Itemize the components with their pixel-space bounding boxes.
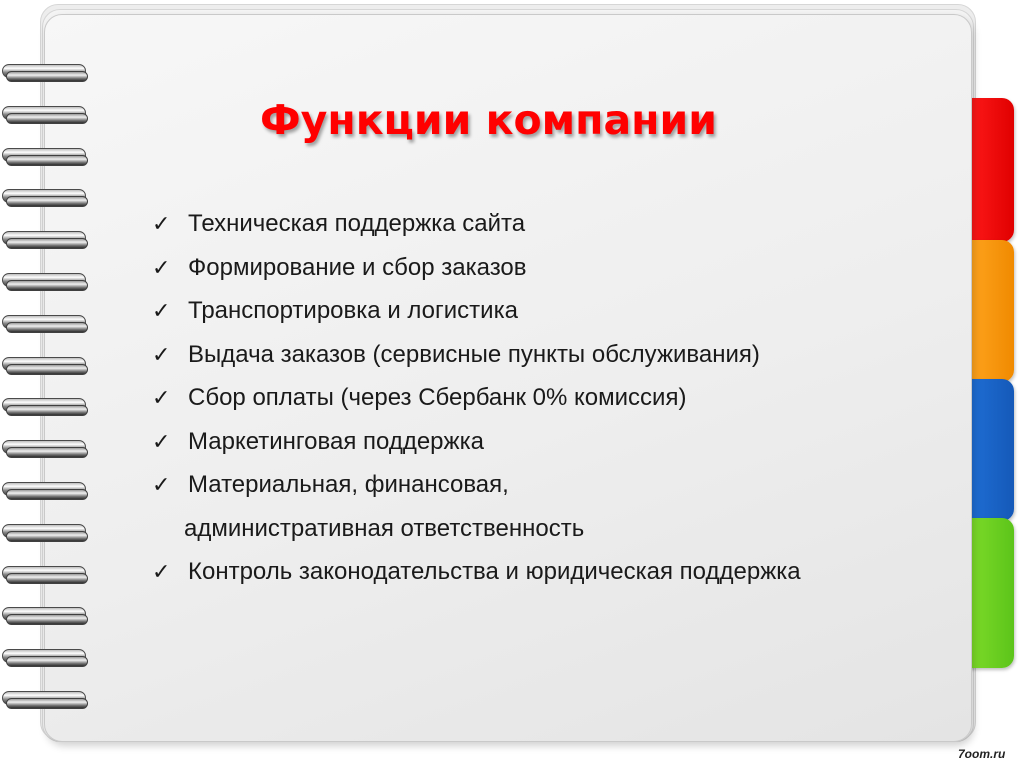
spiral-ring xyxy=(2,357,88,371)
spiral-ring xyxy=(2,691,88,705)
spiral-ring xyxy=(2,398,88,412)
list-item xyxy=(152,289,932,333)
list-item-text: Формирование и сбор заказов xyxy=(188,253,527,281)
list-item-text: административная ответственность xyxy=(184,514,585,542)
spiral-ring xyxy=(2,482,88,496)
list-item-text: Маркетинговая поддержка xyxy=(188,427,484,455)
list-item-continuation xyxy=(152,507,932,551)
checkmark-icon: ✓ xyxy=(152,472,171,497)
spiral-ring xyxy=(2,315,88,329)
list-item-text: Выдача заказов (сервисные пункты обслуживания) xyxy=(188,340,760,368)
spiral-ring xyxy=(2,189,88,203)
spiral-ring xyxy=(2,231,88,245)
list-item xyxy=(152,420,932,464)
list-item xyxy=(152,376,932,420)
list-item-text: Транспортировка и логистика xyxy=(188,297,518,324)
function-list xyxy=(152,202,932,594)
checkmark-icon: ✓ xyxy=(152,385,171,410)
checkmark-icon: ✓ xyxy=(152,211,171,236)
checkmark-icon: ✓ xyxy=(152,559,171,584)
checkmark-icon: ✓ xyxy=(152,428,171,454)
list-item xyxy=(152,550,932,594)
checkmark-icon: ✓ xyxy=(152,341,171,367)
page-title: Функции компании xyxy=(260,96,717,144)
list-item xyxy=(152,246,932,290)
spiral-ring xyxy=(2,64,88,78)
watermark: 7oom.ru xyxy=(958,747,1006,761)
spiral-ring xyxy=(2,607,88,621)
list-item xyxy=(152,463,932,507)
checkmark-icon: ✓ xyxy=(152,298,171,323)
tab-blue[interactable] xyxy=(968,379,1014,521)
list-item-text: Материальная, финансовая, xyxy=(188,471,509,498)
list-item xyxy=(152,333,932,377)
spiral-ring xyxy=(2,106,88,120)
list-item xyxy=(152,202,932,246)
checkmark-icon: ✓ xyxy=(152,254,171,280)
tab-orange[interactable] xyxy=(968,240,1014,382)
list-item-text: Контроль законодательства и юридическая поддержка xyxy=(188,558,801,585)
spiral-ring xyxy=(2,524,88,538)
spiral-ring xyxy=(2,440,88,454)
spiral-ring xyxy=(2,566,88,580)
list-item-text: Техническая поддержка сайта xyxy=(188,210,526,237)
tab-red[interactable] xyxy=(968,98,1014,242)
list-item-text: Сбор оплаты (через Сбербанк 0% комиссия) xyxy=(188,384,687,411)
spiral-ring xyxy=(2,148,88,162)
spiral-ring xyxy=(2,273,88,287)
spiral-ring xyxy=(2,649,88,663)
tab-green[interactable] xyxy=(968,518,1014,668)
